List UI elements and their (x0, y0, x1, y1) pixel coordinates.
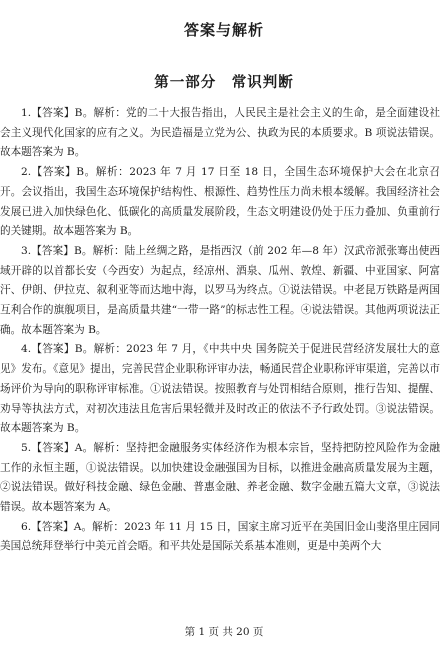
document-title: 答案与解析 (183, 21, 264, 39)
answer-paragraph-1: 1.【答案】B。解析：党的二十大报告指出，人民民主是社会主义的生命，是全面建设社会主义现代化国家的应有之义。为民造福是立党为公、执政为民的本质要求。B 项说法错误。故本题答案为 B。 (0, 107, 440, 159)
section-title: 第一部分 常识判断 (154, 75, 294, 91)
page-number-footer: 第 1 页 共 20 页 (184, 626, 264, 638)
answer-paragraph-2: 2.【答案】B。解析：2023 年 7 月 17 日至 18 日，全国生态环境保护大会在北京召开。会议指出，我国生态环境保护结构性、根源性、趋势性压力尚未根本缓解。我国经济社会发展已进入加快绿色化、低碳化的高质量发展阶段，生态文明建设仍处于压力叠加、负重前行的关键期。故本题答案为 B。 (0, 166, 440, 238)
answer-paragraph-5: 5.【答案】A。解析：坚持把金融服务实体经济作为根本宗旨，坚持把防控风险作为金融工作的永恒主题，①说法错误。以加快建设金融强国为目标，以推进金融高质量发展为主题，②说法错误。做好科技金融、绿色金融、普惠金融、养老金融、数字金融五篇大文章，③说法错误。故本题答案为 A。 (0, 441, 440, 514)
answer-list (0, 104, 440, 557)
answer-paragraph-4: 4.【答案】B。解析：2023 年 7 月，《中共中央 国务院关于促进民营经济发展壮大的意见》发布。《意见》提出，完善民营企业职称评审办法，畅通民营企业职称评审渠道，完善以市场评价为导向的职称评审标准。①说法错误。按照教育与处罚相结合原则，推行告知、提醒、劝导等执法方式，对初次违法且危害后果轻微并及时改正的依法不予行政处罚。③说法错误。故本题答案为 B。 (0, 343, 440, 435)
answer-paragraph-3: 3.【答案】B。解析：陆上丝绸之路，是指西汉（前 202 年—8 年）汉武帝派张骞出使西域开辟的以首都长安（今西安）为起点，经凉州、酒泉、瓜州、敦煌、新疆、中亚国家、阿富汗、伊朗、伊拉克、叙利亚等而达地中海，以罗马为终点。①说法错误。中老昆万铁路是两国互利合作的旗舰项目，是高质量共建“一带一路”的标志性工程。④说法错误。其他两项说法正确。故本题答案为 B。 (0, 244, 440, 336)
answer-paragraph-6: 6.【答案】A。解析：2023 年 11 月 15 日，国家主席习近平在美国旧金山斐洛里庄园同美国总统拜登举行中美元首会晤。和平共处是国际关系基本准则，更是中美两个大 (0, 520, 440, 553)
